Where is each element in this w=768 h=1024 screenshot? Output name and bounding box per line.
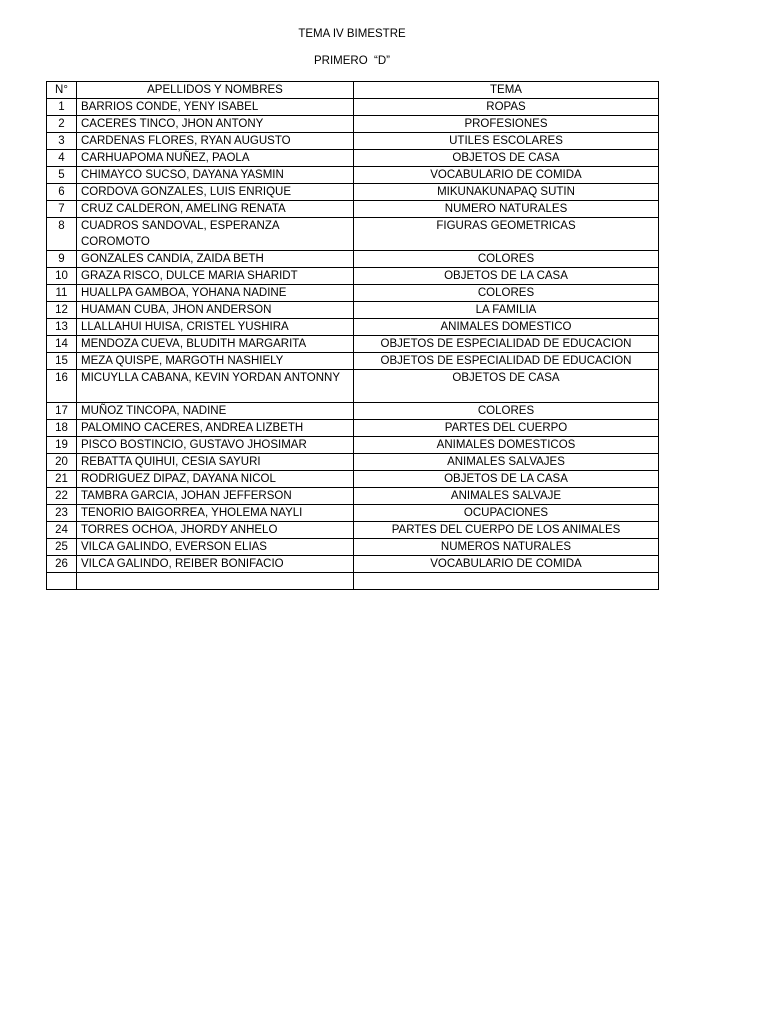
table-row	[47, 471, 659, 488]
topic-cell: ANIMALES DOMESTICOS	[354, 437, 659, 454]
topic-cell: PARTES DEL CUERPO	[354, 420, 659, 437]
row-number-cell: 3	[47, 133, 77, 150]
table-row	[47, 556, 659, 573]
table-row	[47, 268, 659, 285]
row-number-cell: 22	[47, 488, 77, 505]
topic-cell: OBJETOS DE ESPECIALIDAD DE EDUCACION	[354, 336, 659, 353]
column-header-number: N°	[47, 82, 77, 99]
student-name-cell: CACERES TINCO, JHON ANTONY	[77, 116, 354, 133]
row-number-cell: 10	[47, 268, 77, 285]
row-number-cell: 19	[47, 437, 77, 454]
topic-cell: ANIMALES SALVAJE	[354, 488, 659, 505]
topic-cell: VOCABULARIO DE COMIDA	[354, 556, 659, 573]
topic-cell: ANIMALES SALVAJES	[354, 454, 659, 471]
row-number-cell: 7	[47, 201, 77, 218]
topic-cell: ROPAS	[354, 99, 659, 116]
table-row	[47, 370, 659, 403]
row-number-cell: 23	[47, 505, 77, 522]
row-number-cell: 18	[47, 420, 77, 437]
row-number-cell: 6	[47, 184, 77, 201]
student-name-cell: GRAZA RISCO, DULCE MARIA SHARIDT	[77, 268, 354, 285]
table-row	[47, 99, 659, 116]
row-number-cell: 16	[47, 370, 77, 403]
row-number-cell: 13	[47, 319, 77, 336]
table-row	[47, 150, 659, 167]
table-header-row	[47, 82, 659, 99]
document-title: TEMA IV BIMESTRE	[298, 28, 406, 40]
column-header-topic: TEMA	[354, 82, 659, 99]
table-row	[47, 251, 659, 268]
student-name-cell: GONZALES CANDIA, ZAIDA BETH	[77, 251, 354, 268]
table-row	[47, 539, 659, 556]
topic-cell: COLORES	[354, 251, 659, 268]
topic-cell: COLORES	[354, 403, 659, 420]
table-row	[47, 116, 659, 133]
empty-cell	[47, 573, 77, 590]
student-name-cell: CUADROS SANDOVAL, ESPERANZA COROMOTO	[77, 218, 354, 251]
student-name-cell: MENDOZA CUEVA, BLUDITH MARGARITA	[77, 336, 354, 353]
table-row	[47, 184, 659, 201]
row-number-cell: 12	[47, 302, 77, 319]
student-name-cell: TORRES OCHOA, JHORDY ANHELO	[77, 522, 354, 539]
student-name-cell: HUAMAN CUBA, JHON ANDERSON	[77, 302, 354, 319]
table-row	[47, 403, 659, 420]
topic-cell: OBJETOS DE ESPECIALIDAD DE EDUCACION	[354, 353, 659, 370]
student-name-cell: CRUZ CALDERON, AMELING RENATA	[77, 201, 354, 218]
student-name-cell: CHIMAYCO SUCSO, DAYANA YASMIN	[77, 167, 354, 184]
student-name-cell: PISCO BOSTINCIO, GUSTAVO JHOSIMAR	[77, 437, 354, 454]
topic-cell: UTILES ESCOLARES	[354, 133, 659, 150]
row-number-cell: 5	[47, 167, 77, 184]
column-header-name: APELLIDOS Y NOMBRES	[77, 82, 354, 99]
table-row	[47, 201, 659, 218]
table-row	[47, 454, 659, 471]
table-row	[47, 167, 659, 184]
row-number-cell: 26	[47, 556, 77, 573]
topic-cell: PROFESIONES	[354, 116, 659, 133]
table-row	[47, 302, 659, 319]
topic-cell: ANIMALES DOMESTICO	[354, 319, 659, 336]
student-name-cell: CORDOVA GONZALES, LUIS ENRIQUE	[77, 184, 354, 201]
student-name-cell: MUÑOZ TINCOPA, NADINE	[77, 403, 354, 420]
student-name-cell: LLALLAHUI HUISA, CRISTEL YUSHIRA	[77, 319, 354, 336]
topic-cell: LA FAMILIA	[354, 302, 659, 319]
table-row-empty	[47, 573, 659, 590]
row-number-cell: 4	[47, 150, 77, 167]
student-name-cell: PALOMINO CACERES, ANDREA LIZBETH	[77, 420, 354, 437]
row-number-cell: 25	[47, 539, 77, 556]
student-name-cell: VILCA GALINDO, EVERSON ELIAS	[77, 539, 354, 556]
document-subtitle: PRIMERO “D”	[313, 55, 391, 67]
row-number-cell: 21	[47, 471, 77, 488]
student-name-cell: CARHUAPOMA NUÑEZ, PAOLA	[77, 150, 354, 167]
student-name-cell: HUALLPA GAMBOA, YOHANA NADINE	[77, 285, 354, 302]
row-number-cell: 14	[47, 336, 77, 353]
table-row	[47, 218, 659, 251]
table-row	[47, 505, 659, 522]
student-name-cell: MICUYLLA CABANA, KEVIN YORDAN ANTONNY	[77, 370, 354, 403]
table-row	[47, 319, 659, 336]
row-number-cell: 15	[47, 353, 77, 370]
topic-cell: VOCABULARIO DE COMIDA	[354, 167, 659, 184]
table-row	[47, 420, 659, 437]
row-number-cell: 9	[47, 251, 77, 268]
student-name-cell: RODRIGUEZ DIPAZ, DAYANA NICOL	[77, 471, 354, 488]
row-number-cell: 17	[47, 403, 77, 420]
topic-cell: OBJETOS DE LA CASA	[354, 268, 659, 285]
student-name-cell: BARRIOS CONDE, YENY ISABEL	[77, 99, 354, 116]
row-number-cell: 20	[47, 454, 77, 471]
student-name-cell: CARDENAS FLORES, RYAN AUGUSTO	[77, 133, 354, 150]
topic-cell: OBJETOS DE CASA	[354, 150, 659, 167]
topic-cell: OBJETOS DE LA CASA	[354, 471, 659, 488]
topic-cell: OCUPACIONES	[354, 505, 659, 522]
student-topic-table	[46, 81, 659, 590]
topic-cell: COLORES	[354, 285, 659, 302]
table-row	[47, 285, 659, 302]
topic-cell: NUMERO NATURALES	[354, 201, 659, 218]
table-body	[47, 99, 659, 590]
row-number-cell: 11	[47, 285, 77, 302]
table-row	[47, 522, 659, 539]
topic-cell: NUMEROS NATURALES	[354, 539, 659, 556]
row-number-cell: 24	[47, 522, 77, 539]
topic-cell: MIKUNAKUNAPAQ SUTIN	[354, 184, 659, 201]
table-row	[47, 133, 659, 150]
table-row	[47, 353, 659, 370]
student-name-cell: MEZA QUISPE, MARGOTH NASHIELY	[77, 353, 354, 370]
topic-cell: FIGURAS GEOMETRICAS	[354, 218, 659, 251]
topic-cell: PARTES DEL CUERPO DE LOS ANIMALES	[354, 522, 659, 539]
table-row	[47, 336, 659, 353]
empty-cell	[354, 573, 659, 590]
student-name-cell: VILCA GALINDO, REIBER BONIFACIO	[77, 556, 354, 573]
student-name-cell: TENORIO BAIGORREA, YHOLEMA NAYLI	[77, 505, 354, 522]
row-number-cell: 1	[47, 99, 77, 116]
topic-cell: OBJETOS DE CASA	[354, 370, 659, 403]
empty-cell	[77, 573, 354, 590]
row-number-cell: 2	[47, 116, 77, 133]
table-row	[47, 488, 659, 505]
student-name-cell: REBATTA QUIHUI, CESIA SAYURI	[77, 454, 354, 471]
student-name-cell: TAMBRA GARCIA, JOHAN JEFFERSON	[77, 488, 354, 505]
row-number-cell: 8	[47, 218, 77, 251]
table-row	[47, 437, 659, 454]
